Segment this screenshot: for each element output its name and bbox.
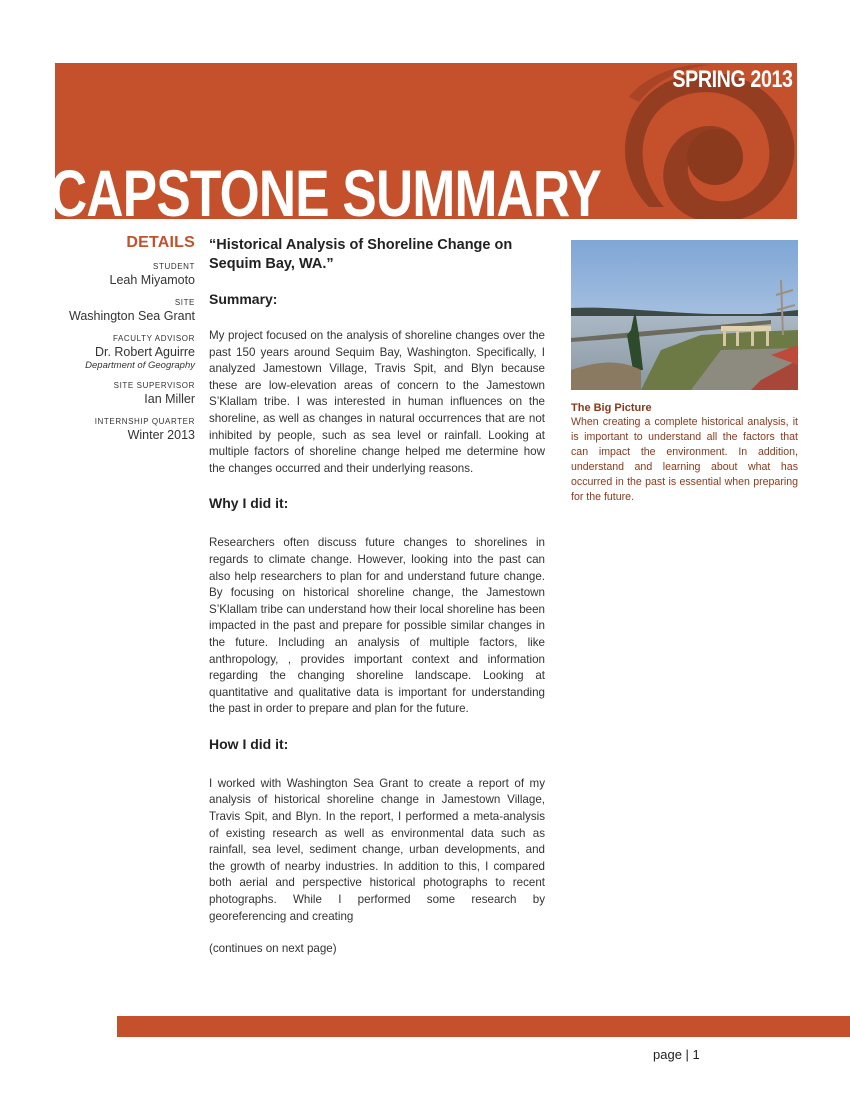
caption-heading: The Big Picture: [571, 402, 652, 414]
detail-value: Winter 2013: [127, 428, 195, 442]
section-body-summary: My project focused on the analysis of shoreline changes over the past 150 years around Sequim Bay, Washington. Specifically, I analyzed Jamestown Village, Travis Spit, and Blyn because these are low-elevation areas of concern to the Jamestown S’Klallam tribe. I was interested in human influences on the shoreline, as well as changes in natural occurrences that are not inhibited by people, such as sea level or rainfall. Looking at multiple factors of shoreline change helped me determine how the changes occurred and their underlying reasons.: [209, 329, 545, 475]
page-title: CAPSTONE SUMMARY: [50, 156, 601, 230]
photo-caption: [571, 401, 798, 505]
caption-body: When creating a complete historical analysis, it is important to understand all the factors that can impact the environment. In addition, understand and learning about what has occurred in the past is essential when preparing for the future.: [571, 416, 798, 503]
details-heading: DETAILS: [126, 234, 195, 251]
detail-subvalue: Department of Geography: [85, 360, 195, 371]
footer-bar: [117, 1016, 850, 1037]
section-heading-how: How I did it:: [209, 735, 289, 752]
main-column: [209, 236, 545, 955]
detail-label: STUDENT: [153, 262, 195, 271]
detail-site-supervisor: [55, 381, 195, 407]
continuation-note: (continues on next page): [209, 942, 337, 956]
detail-student: [55, 262, 195, 288]
detail-label: SITE SUPERVISOR: [113, 381, 195, 390]
detail-value: Ian Miller: [144, 392, 195, 406]
detail-label: SITE: [174, 298, 195, 307]
detail-faculty-advisor: [55, 334, 195, 371]
detail-internship-quarter: [55, 417, 195, 443]
details-panel: [55, 234, 195, 443]
detail-label: INTERNSHIP QUARTER: [94, 417, 195, 426]
section-body-why: Researchers often discuss future changes to shorelines in regards to climate change. However, looking into the past can also help researchers to plan for and understand future change. By focusing on historical shoreline change, the Jamestown S’Klallam tribe can understand how their local shoreline has been impacted in the past and prepare for possible similar changes in the future. Including an analysis of multiple factors, like anthropology, , provides important context and information regarding the changing shoreline landscape. Looking at quantitative and qualitative data is important for understanding the past in order to prepare and plan for the future.: [209, 536, 545, 716]
detail-label: FACULTY ADVISOR: [112, 334, 195, 343]
project-title: “Historical Analysis of Shoreline Change on Sequim Bay, WA.”: [209, 237, 513, 272]
section-heading-why: Why I did it:: [209, 495, 289, 512]
detail-value: Washington Sea Grant: [69, 309, 195, 323]
section-body-how: I worked with Washington Sea Grant to create a report of my analysis of historical shoreline change in Jamestown Village, Travis Spit, and Blyn. In the report, I performed a meta-analysis of existing research as well as environmental data such as rainfall, sea level, sediment change, urban developments, and the growth of nearby industries. In addition to this, I compared both aerial and perspective historical photographs to recent photographs. While I performed some research by georeferencing and creating: [209, 776, 545, 923]
detail-value: Leah Miyamoto: [109, 273, 195, 287]
season-label: SPRING 2013: [672, 66, 793, 93]
section-heading-summary: Summary:: [209, 291, 278, 307]
shoreline-photo: [571, 240, 798, 390]
page-number: page | 1: [653, 1047, 700, 1062]
detail-value: Dr. Robert Aguirre: [94, 345, 195, 359]
photo-image: [571, 240, 798, 390]
detail-site: [55, 298, 195, 324]
